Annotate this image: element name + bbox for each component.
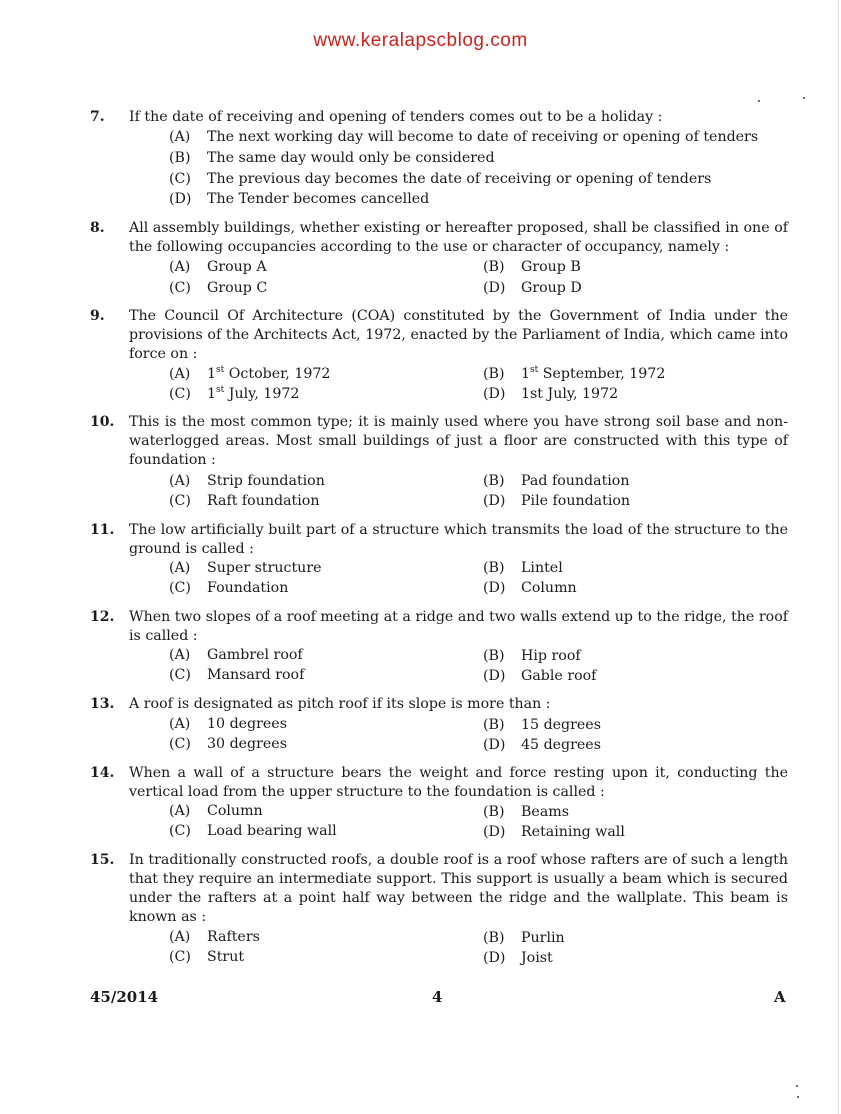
- option-b: [483, 259, 581, 275]
- option-c: [169, 823, 337, 839]
- option-text: The next working day will become to date of receiving or opening of tenders: [207, 129, 759, 145]
- option-text: Group D: [521, 280, 582, 296]
- question-text: A roof is designated as pitch roof if its slope is more than :: [129, 696, 551, 712]
- option-d: [483, 737, 601, 753]
- option-d: [483, 493, 630, 509]
- option-text: Pile foundation: [521, 493, 631, 509]
- option-text: Group B: [521, 259, 581, 275]
- option-text: Column: [207, 803, 263, 819]
- option-ordinal: st: [530, 365, 539, 375]
- option-text: Gable roof: [521, 668, 597, 684]
- option-label: (B): [483, 259, 505, 275]
- option-text: The Tender becomes cancelled: [207, 191, 430, 207]
- option-text: Lintel: [521, 560, 563, 576]
- option-text: Super structure: [207, 560, 322, 576]
- option-label: (A): [169, 366, 191, 382]
- option-text: Strip foundation: [207, 473, 325, 489]
- scan-speck: [796, 1085, 798, 1087]
- question-text: All assembly buildings, whether existing or hereafter proposed, shall be classified in one of the following occupancies according to the use or character of occupancy, namely :: [129, 220, 788, 255]
- question-number: 13.: [90, 696, 115, 712]
- option-label: (C): [169, 386, 191, 402]
- option-label: (D): [483, 493, 506, 509]
- scan-speck: [758, 100, 760, 102]
- question-number: 12.: [90, 609, 115, 625]
- option-label: (B): [483, 648, 505, 664]
- option-label: (C): [169, 949, 191, 965]
- option-c: [169, 171, 711, 187]
- option-label: (A): [169, 803, 191, 819]
- option-label: (A): [169, 716, 191, 732]
- option-d: [483, 280, 582, 296]
- option-d: [483, 950, 553, 966]
- option-b: [483, 804, 569, 820]
- option-ordinal: st: [216, 385, 225, 395]
- option-label: (B): [483, 804, 505, 820]
- option-label: (A): [169, 560, 191, 576]
- option-text: Gambrel roof: [207, 647, 303, 663]
- question-number: 9.: [90, 308, 105, 324]
- option-text: Load bearing wall: [207, 823, 337, 839]
- option-label: (C): [169, 667, 191, 683]
- question-text: If the date of receiving and opening of tenders comes out to be a holiday :: [129, 109, 663, 125]
- option-a: [169, 560, 322, 576]
- option-label: (D): [483, 280, 506, 296]
- option-text: Mansard roof: [207, 667, 305, 683]
- option-d: [483, 580, 577, 596]
- option-label: (B): [483, 717, 505, 733]
- scan-speck: [803, 97, 805, 99]
- question-number: 10.: [90, 414, 115, 430]
- option-a: [169, 803, 263, 819]
- footer-exam-code: 45/2014: [90, 988, 159, 1006]
- option-label: (A): [169, 647, 191, 663]
- option-c: [169, 280, 267, 296]
- option-ordinal: st: [216, 365, 225, 375]
- option-text: Purlin: [521, 930, 565, 946]
- question-text: The low artificially built part of a structure which transmits the load of the structure to the ground is called :: [129, 522, 788, 557]
- option-text: 45 degrees: [521, 737, 601, 753]
- option-text: 15 degrees: [521, 717, 601, 733]
- option-b: [483, 560, 563, 576]
- option-label: (B): [483, 930, 505, 946]
- scan-speck: [797, 1096, 799, 1098]
- option-text: Strut: [207, 949, 245, 965]
- question-text: When two slopes of a roof meeting at a ridge and two walls extend up to the ridge, the roof is called :: [129, 609, 788, 644]
- footer-series: A: [774, 988, 786, 1006]
- option-b: [483, 473, 629, 489]
- option-label: (B): [483, 366, 505, 382]
- option-b: [483, 717, 601, 733]
- option-d: [483, 824, 625, 840]
- option-text: The same day would only be considered: [207, 150, 495, 166]
- option-text: Column: [521, 580, 577, 596]
- option-c: [169, 386, 299, 402]
- option-text: 30 degrees: [207, 736, 287, 752]
- option-a: [169, 647, 303, 663]
- option-c: [169, 667, 304, 683]
- question-number: 11.: [90, 522, 115, 538]
- site-url-header[interactable]: www.keralapscblog.com: [313, 30, 528, 51]
- option-label: (D): [483, 737, 506, 753]
- option-c: [169, 493, 319, 509]
- option-text: 1st July, 1972: [521, 386, 619, 402]
- question-number: 14.: [90, 765, 115, 781]
- option-text: The previous day becomes the date of receiving or opening of tenders: [207, 171, 712, 187]
- option-text: Raft foundation: [207, 493, 320, 509]
- option-label: (A): [169, 129, 191, 145]
- option-label: (C): [169, 580, 191, 596]
- option-label: (C): [169, 493, 191, 509]
- option-day: 1: [207, 386, 217, 402]
- option-text: Foundation: [207, 580, 289, 596]
- option-b: [169, 150, 495, 166]
- option-c: [169, 949, 244, 965]
- option-label: (C): [169, 823, 191, 839]
- question-number: 15.: [90, 852, 115, 868]
- page-edge: [838, 0, 839, 1114]
- question-text: The Council Of Architecture (COA) constituted by the Government of India under the provisions of the Architects Act, 1972, enacted by the Parliament of India, which came into force on :: [129, 308, 788, 362]
- option-label: (C): [169, 280, 191, 296]
- option-c: [169, 736, 287, 752]
- option-text: Rafters: [207, 929, 260, 945]
- question-number: 8.: [90, 220, 105, 236]
- option-label: (D): [483, 580, 506, 596]
- option-text: Joist: [521, 950, 553, 966]
- option-b: [483, 366, 665, 382]
- option-label: (C): [169, 171, 191, 187]
- option-c: [169, 580, 288, 596]
- option-a: [169, 716, 287, 732]
- option-label: (A): [169, 473, 191, 489]
- option-text: October, 1972: [224, 366, 331, 382]
- option-label: (C): [169, 736, 191, 752]
- question-number: 7.: [90, 109, 105, 125]
- option-a: [169, 473, 325, 489]
- option-text: Group A: [207, 259, 267, 275]
- question-text: This is the most common type; it is mainly used where you have strong soil base and non-waterlogged areas. Most small buildings of just a floor are constructed with this type of foundation :: [129, 414, 788, 468]
- option-text: September, 1972: [538, 366, 666, 382]
- option-d: [483, 668, 596, 684]
- option-label: (D): [483, 668, 506, 684]
- footer-page-number: 4: [432, 988, 443, 1006]
- option-a: [169, 129, 758, 145]
- option-label: (D): [483, 386, 506, 402]
- question-text: When a wall of a structure bears the weight and force resting upon it, conducting the vertical load from the upper structure to the foundation is called :: [129, 765, 788, 800]
- option-a: [169, 259, 267, 275]
- option-text: Hip roof: [521, 648, 581, 664]
- option-text: Beams: [521, 804, 570, 820]
- option-label: (D): [169, 191, 192, 207]
- option-day: 1: [207, 366, 217, 382]
- option-a: [169, 366, 330, 382]
- option-day: 1: [521, 366, 531, 382]
- option-text: July, 1972: [224, 386, 300, 402]
- option-text: Retaining wall: [521, 824, 625, 840]
- option-label: (B): [169, 150, 191, 166]
- option-label: (A): [169, 929, 191, 945]
- option-label: (A): [169, 259, 191, 275]
- option-text: Group C: [207, 280, 268, 296]
- option-text: 10 degrees: [207, 716, 287, 732]
- option-label: (B): [483, 560, 505, 576]
- option-d: [169, 191, 429, 207]
- option-b: [483, 930, 565, 946]
- option-text: Pad foundation: [521, 473, 630, 489]
- option-b: [483, 648, 581, 664]
- option-a: [169, 929, 260, 945]
- question-text: In traditionally constructed roofs, a double roof is a roof whose rafters are of such a length that they require an intermediate support. This support is usually a beam which is secured under the rafters at a point half way between the ridge and the wallplate. This beam is known as :: [129, 852, 788, 925]
- option-label: (B): [483, 473, 505, 489]
- option-label: (D): [483, 824, 506, 840]
- option-label: (D): [483, 950, 506, 966]
- option-d: [483, 386, 618, 402]
